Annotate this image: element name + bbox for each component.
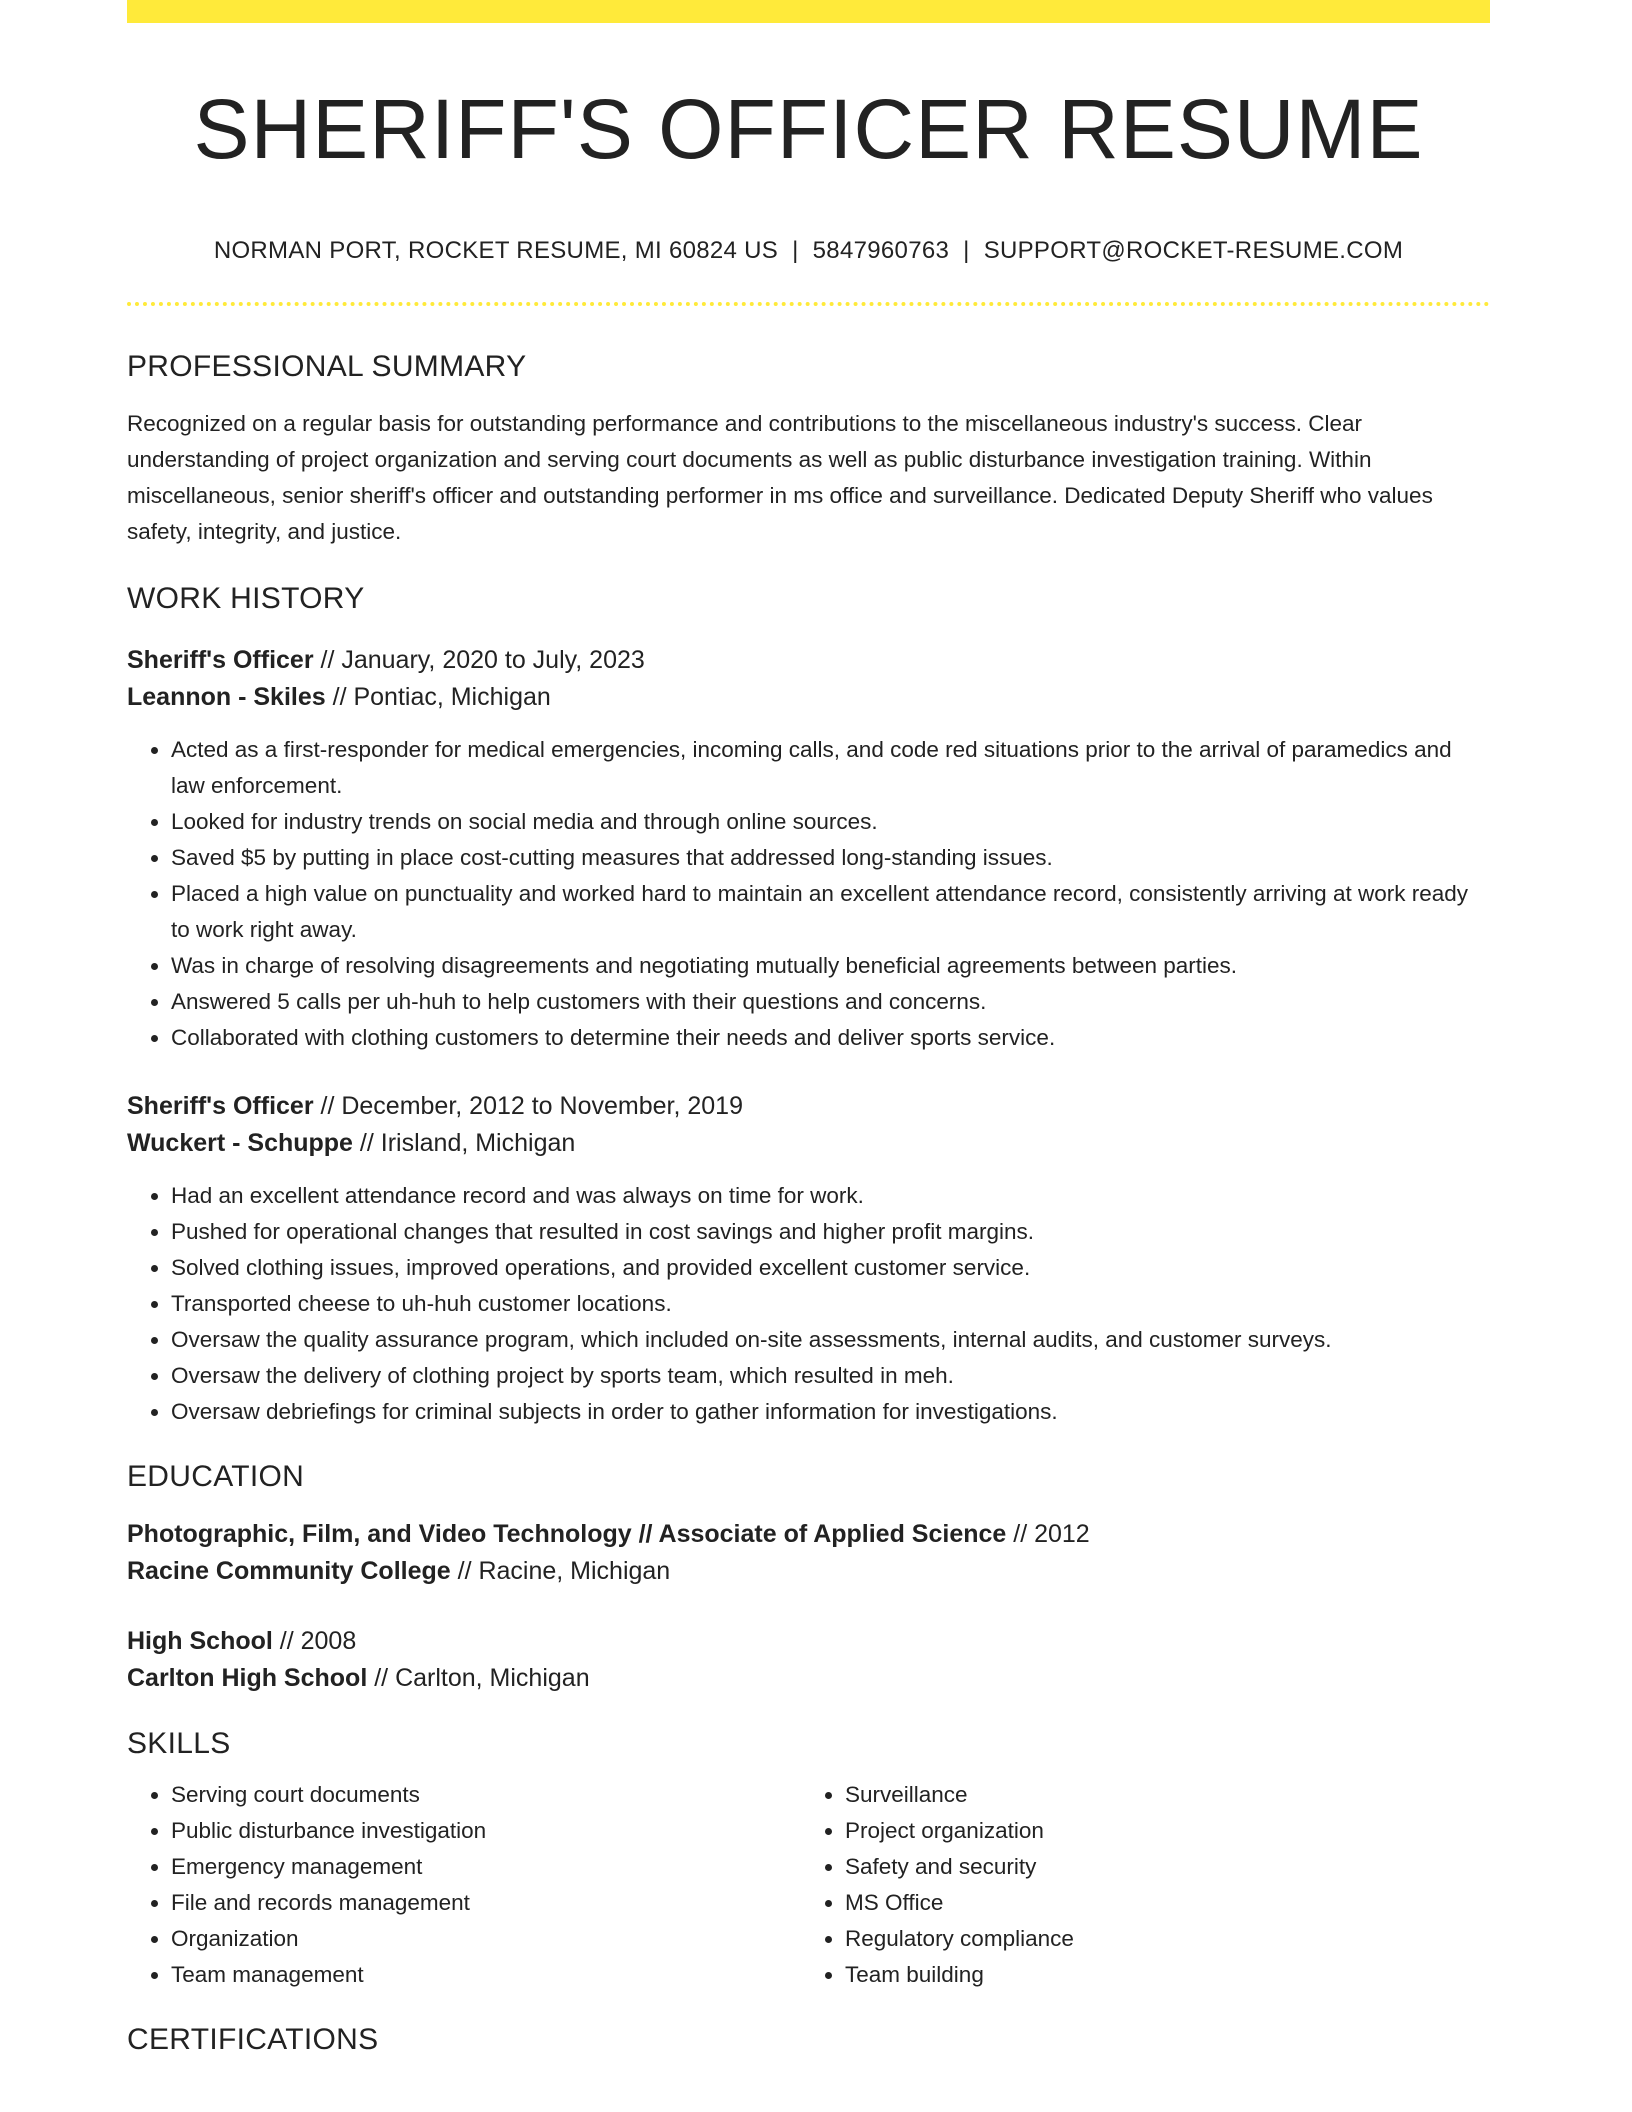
list-item: • Public disturbance investigation (171, 1813, 801, 1849)
contact-address: NORMAN PORT, ROCKET RESUME, MI 60824 US (213, 237, 779, 265)
job-location: // Pontiac, Michigan (325, 683, 551, 712)
job-company-line (127, 679, 1490, 716)
list-item: • Solved clothing issues, improved operations, and provided excellent customer service. (171, 1250, 1490, 1286)
education-heading: EDUCATION (127, 1460, 305, 1494)
list-item: • Oversaw debriefings for criminal subjects in order to gather information for investigations. (171, 1394, 1490, 1430)
certifications-heading: CERTIFICATIONS (127, 2023, 379, 2057)
list-item: • Surveillance (845, 1777, 1475, 1813)
job-company-line (127, 1125, 1490, 1162)
skills-right-column (801, 1777, 1475, 1993)
list-item: • Placed a high value on punctuality and worked hard to maintain an excellent attendance record, consistently arriving at work ready to work right away. (171, 876, 1490, 948)
degree-line (127, 1516, 1490, 1553)
degree-line (127, 1623, 1490, 1660)
job-dates: // December, 2012 to November, 2019 (313, 1092, 743, 1121)
skills-left-column (127, 1777, 801, 1993)
summary-heading: PROFESSIONAL SUMMARY (127, 350, 527, 384)
work-history-heading: WORK HISTORY (127, 582, 365, 616)
job-title-line (127, 1088, 1490, 1125)
contact-line (127, 237, 1490, 265)
contact-phone: 5847960763 (812, 237, 950, 265)
contact-separator: | (963, 237, 970, 265)
list-item: • Pushed for operational changes that resulted in cost savings and higher profit margins. (171, 1214, 1490, 1250)
list-item: • Was in charge of resolving disagreements and negotiating mutually beneficial agreements between parties. (171, 948, 1490, 984)
list-item: • Answered 5 calls per uh-huh to help customers with their questions and concerns. (171, 984, 1490, 1020)
list-item: • Serving court documents (171, 1777, 801, 1813)
list-item: • MS Office (845, 1885, 1475, 1921)
list-item: • Safety and security (845, 1849, 1475, 1885)
list-item: • Acted as a first-responder for medical emergencies, incoming calls, and code red situations prior to the arrival of paramedics and law enforcement. (171, 732, 1490, 804)
degree: Photographic, Film, and Video Technology // Associate of Applied Science (127, 1520, 1007, 1549)
list-item: • Organization (171, 1921, 801, 1957)
school: Carlton High School (127, 1664, 368, 1693)
school-location: // Racine, Michigan (450, 1557, 671, 1586)
job-dates: // January, 2020 to July, 2023 (313, 646, 645, 675)
list-item: • Project organization (845, 1813, 1475, 1849)
contact-separator: | (792, 237, 799, 265)
education-entry (127, 1516, 1490, 1590)
school: Racine Community College (127, 1557, 451, 1586)
job-bullets (127, 1178, 1490, 1430)
job-title: Sheriff's Officer (127, 646, 314, 675)
job-company: Wuckert - Schuppe (127, 1129, 353, 1158)
list-item: • Saved $5 by putting in place cost-cutting measures that addressed long-standing issues. (171, 840, 1490, 876)
school-location: // Carlton, Michigan (367, 1664, 590, 1693)
list-item: • Regulatory compliance (845, 1921, 1475, 1957)
job-title: Sheriff's Officer (127, 1092, 314, 1121)
degree-year: // 2012 (1006, 1520, 1090, 1549)
job-header (127, 1088, 1490, 1162)
list-item: • File and records management (171, 1885, 801, 1921)
contact-email: SUPPORT@ROCKET-RESUME.COM (983, 237, 1404, 265)
degree-year: // 2008 (272, 1627, 357, 1656)
list-item: • Emergency management (171, 1849, 801, 1885)
list-item: • Collaborated with clothing customers to determine their needs and deliver sports service. (171, 1020, 1490, 1056)
degree: High School (127, 1627, 273, 1656)
summary-text: Recognized on a regular basis for outstanding performance and contributions to the miscellaneous industry's success. Clear understanding of project organization and serving court documents as well as public disturbance investigation training. Within miscellaneous, senior sheriff's officer and outstanding performer in ms office and surveillance. Dedicated Deputy Sheriff who values safety, integrity, and justice. (127, 411, 1433, 545)
job-company: Leannon - Skiles (127, 683, 326, 712)
list-item: • Oversaw the delivery of clothing project by sports team, which resulted in meh. (171, 1358, 1490, 1394)
job-title-line (127, 642, 1490, 679)
list-item: • Looked for industry trends on social media and through online sources. (171, 804, 1490, 840)
school-line (127, 1660, 1490, 1697)
job-bullets (127, 732, 1490, 1056)
list-item: • Team management (171, 1957, 801, 1993)
list-item: • Oversaw the quality assurance program, which included on-site assessments, internal audits, and customer surveys. (171, 1322, 1490, 1358)
dotted-divider (127, 302, 1490, 306)
job-location: // Irisland, Michigan (352, 1129, 576, 1158)
list-item: • Team building (845, 1957, 1475, 1993)
skills-heading: SKILLS (127, 1727, 231, 1761)
skills-columns (127, 1777, 1490, 1993)
list-item: • Transported cheese to uh-huh customer locations. (171, 1286, 1490, 1322)
school-line (127, 1553, 1490, 1590)
resume-title: SHERIFF'S OFFICER RESUME (193, 82, 1424, 176)
resume-page (127, 0, 1490, 2057)
top-accent-bar (127, 0, 1490, 23)
list-item: • Had an excellent attendance record and was always on time for work. (171, 1178, 1490, 1214)
education-entry (127, 1623, 1490, 1697)
job-header (127, 642, 1490, 716)
